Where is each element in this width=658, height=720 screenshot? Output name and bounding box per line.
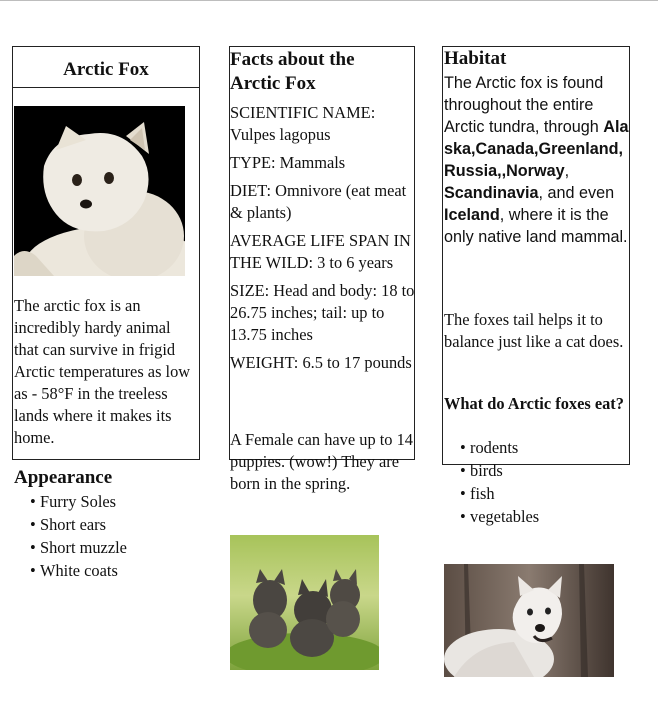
female-fact: A Female can have up to 14 puppies. (wow!) They are born in the spring. (230, 430, 413, 493)
title-box (13, 47, 199, 88)
habitat-paragraph (444, 72, 630, 248)
facts-title (230, 48, 415, 96)
facts-title-line2: Arctic Fox (230, 73, 316, 94)
habitat-text-2: , and even (538, 184, 615, 202)
list-item: • Furry Soles (30, 490, 127, 513)
tail-fact: The foxes tail helps it to balance just like a cat does. (444, 310, 624, 351)
country-scandinavia: Scandinavia (444, 184, 539, 202)
list-item: • Short ears (30, 513, 127, 536)
list-item: • vegetables (460, 505, 539, 528)
habitat-text-3: , where it is the only native land mammal. (444, 206, 628, 246)
facts-content (230, 48, 415, 374)
fact-scientific-name: SCIENTIFIC NAME: Vulpes lagopus (230, 103, 376, 144)
diet-list (460, 436, 539, 528)
habitat-heading: Habitat (444, 48, 507, 69)
habitat-text-1: The Arctic fox is found throughout the entire Arctic tundra, through (444, 74, 604, 136)
arctic-fox-photo (14, 106, 185, 276)
fact-diet: DIET: Omnivore (eat meat & plants) (230, 181, 407, 222)
diet-heading: What do Arctic foxes eat? (444, 394, 624, 413)
fox-eating-photo (444, 564, 614, 677)
fox-pups-photo (230, 535, 379, 670)
fact-size: SIZE: Head and body: 18 to 26.75 inches; tail: up to 13.75 inches (230, 281, 415, 344)
top-rule (0, 0, 658, 1)
panel-title: Arctic Fox (63, 59, 149, 80)
fact-weight: WEIGHT: 6.5 to 17 pounds (230, 353, 412, 372)
intro-paragraph: The arctic fox is an incredibly hardy animal that can survive in frigid Arctic temperatures as low as - 58°F in the treeless lands where it makes its home. (14, 296, 191, 447)
list-item: • Short muzzle (30, 536, 127, 559)
fact-lifespan: AVERAGE LIFE SPAN IN THE WILD: 3 to 6 years (230, 231, 411, 272)
appearance-list (30, 490, 127, 582)
arctic-fox-panel (12, 46, 200, 460)
country-list: Alaska,Canada,Greenland,Russia (444, 118, 629, 180)
country-separator: ,, (497, 162, 507, 180)
fact-type: TYPE: Mammals (230, 153, 346, 172)
list-item: • fish (460, 482, 539, 505)
separator: , (564, 162, 570, 180)
appearance-heading: Appearance (14, 467, 113, 488)
list-item: • White coats (30, 559, 127, 582)
facts-title-line1: Facts about the (230, 49, 355, 70)
country-iceland: Iceland (444, 206, 500, 224)
list-item: • rodents (460, 436, 539, 459)
list-item: • birds (460, 459, 539, 482)
country-norway: Norway (506, 162, 565, 180)
